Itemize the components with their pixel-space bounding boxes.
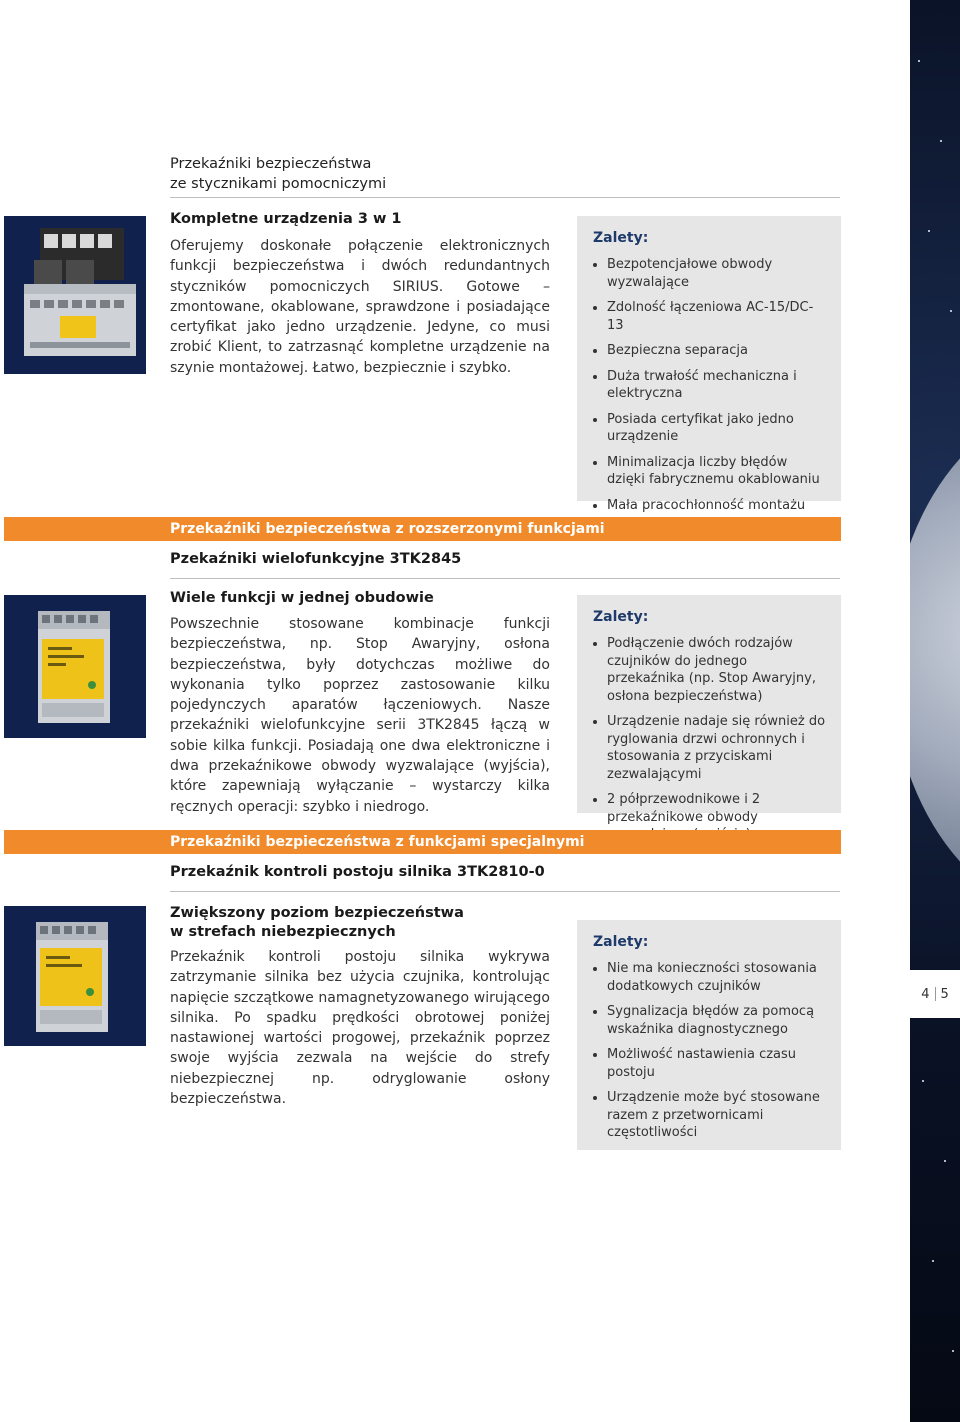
page-header [170,154,386,194]
page-number-divider [935,987,936,1001]
multifunction-relay-product-image [4,595,146,738]
advantage-item: Urządzenie nadaje się również do ryglowania drzwi ochronnych i stosowania z przyciskami zezwalającymi [593,713,827,783]
section-heading-3in1: Kompletne urządzenia 3 w 1 [170,211,402,227]
advantage-item: Bezpotencjałowe obwody wyzwalające [593,256,827,291]
motor-standstill-relay-product-image [4,906,146,1046]
section-heading-danger-zones [170,904,464,942]
section-body-multifunction: Powszechnie stosowane kombinacje funkcji bezpieczeństwa, np. Stop Awaryjny, osłona bezpieczeństwa, były dotychczas możliwe do wykonania tylko poprzez zastosowanie kilku pojedynczych aparatów łączeniowych. Nasze przekaźniki wielofunkcyjne serii 3TK2845 łączą w sobie kilka funkcji. Posiadają one dwa elektroniczne i dwa przekaźnikowe obwody wyzwalające (wyjścia), które zapewniają wyłączanie – wystarczy kilka ręcznych operacji: szybko i niedrogo. [170,616,550,815]
section-bar-special-functions: Przekaźniki bezpieczeństwa z funkcjami specjalnymi [4,830,841,854]
advantages-box-3 [577,920,841,1150]
advantage-item: Podłączenie dwóch rodzajów czujników do jednego przekaźnika (np. Stop Awaryjny, osłona bezpieczeństwa) [593,635,827,705]
subsection-divider [170,891,840,892]
page-number-right: 5 [940,986,949,1002]
advantage-item: Mała pracochłonność montażu [593,497,827,515]
page-number-left: 4 [921,986,930,1002]
header-divider [170,197,840,198]
section-heading-line-1: Zwiększony poziom bezpieczeństwa [170,905,464,921]
page-number [910,970,960,1018]
header-line-2: ze stycznikami pomocniczymi [170,176,387,192]
decorative-space-strip [910,0,960,1422]
advantage-item: 2 półprzewodnikowe i 2 przekaźnikowe obwody [593,791,827,844]
advantage-item: Sygnalizacja błędów za pomocą wskaźnika diagnostycznego [593,1003,827,1038]
advantages-box-2 [577,595,841,825]
contactor-relay-product-image [4,216,146,374]
advantage-item: Urządzenie może być stosowane razem z przetwornicami częstotliwości [593,1089,827,1142]
advantage-item: Nie ma konieczności stosowania dodatkowych czujników [593,960,827,995]
header-line-1: Przekaźniki bezpieczeństwa [170,156,372,172]
advantage-item: Posiada certyfikat jako jedno urządzenie [593,411,827,446]
subsection-divider [170,578,840,579]
subsection-title-3tk2810: Przekaźnik kontroli postoju silnika 3TK2810-0 [170,864,545,880]
section-heading-line-2: w strefach niebezpiecznych [170,924,396,940]
advantages-title: Zalety: [593,609,649,625]
advantage-item: Zdolność łączeniowa AC-15/DC-13 [593,299,827,334]
section-body-3in1: Oferujemy doskonałe połączenie elektronicznych funkcji bezpieczeństwa i dwóch redundantnych styczników pomocniczych SIRIUS. Gotowe – zmontowane, okablowane, sprawdzone i posiadające certyfikat jako jedno urządzenie. Jedyne, co musi zrobić Klient, to zatrzasnąć kompletne urządzenie na szynie montażowej. Łatwo, bezpiecznie i szybko. [170,238,550,376]
subsection-title-3tk2845: Pzekaźniki wielofunkcyjne 3TK2845 [170,551,462,567]
section-bar-extended-functions: Przekaźniki bezpieczeństwa z rozszerzonymi funkcjami [4,517,841,541]
advantage-item: Bezpieczna separacja [593,342,827,360]
advantage-item: Duża trwałość mechaniczna i elektryczna [593,368,827,403]
advantage-item: Minimalizacja liczby błędów dzięki fabrycznemu okablowaniu [593,454,827,489]
advantages-box-1 [577,216,841,513]
advantages-title: Zalety: [593,230,649,246]
planet-image [910,400,960,920]
advantages-title: Zalety: [593,934,649,950]
section-body-motor-standstill: Przekaźnik kontroli postoju silnika wykrywa zatrzymanie silnika bez użycia czujnika, kontrolując napięcie szczątkowe namagnetyzowanego wirującego silnika. Po spadku prędkości obrotowej poniżej nastawionej wartości progowej, przekaźnik poprzez swoje wyjścia zezwala na wejście do strefy niebezpiecznej np. odryglowanie osłony bezpieczeństwa. [170,949,550,1108]
advantage-item: Możliwość nastawienia czasu postoju [593,1046,827,1081]
section-heading-multifunction: Wiele funkcji w jednej obudowie [170,590,434,606]
